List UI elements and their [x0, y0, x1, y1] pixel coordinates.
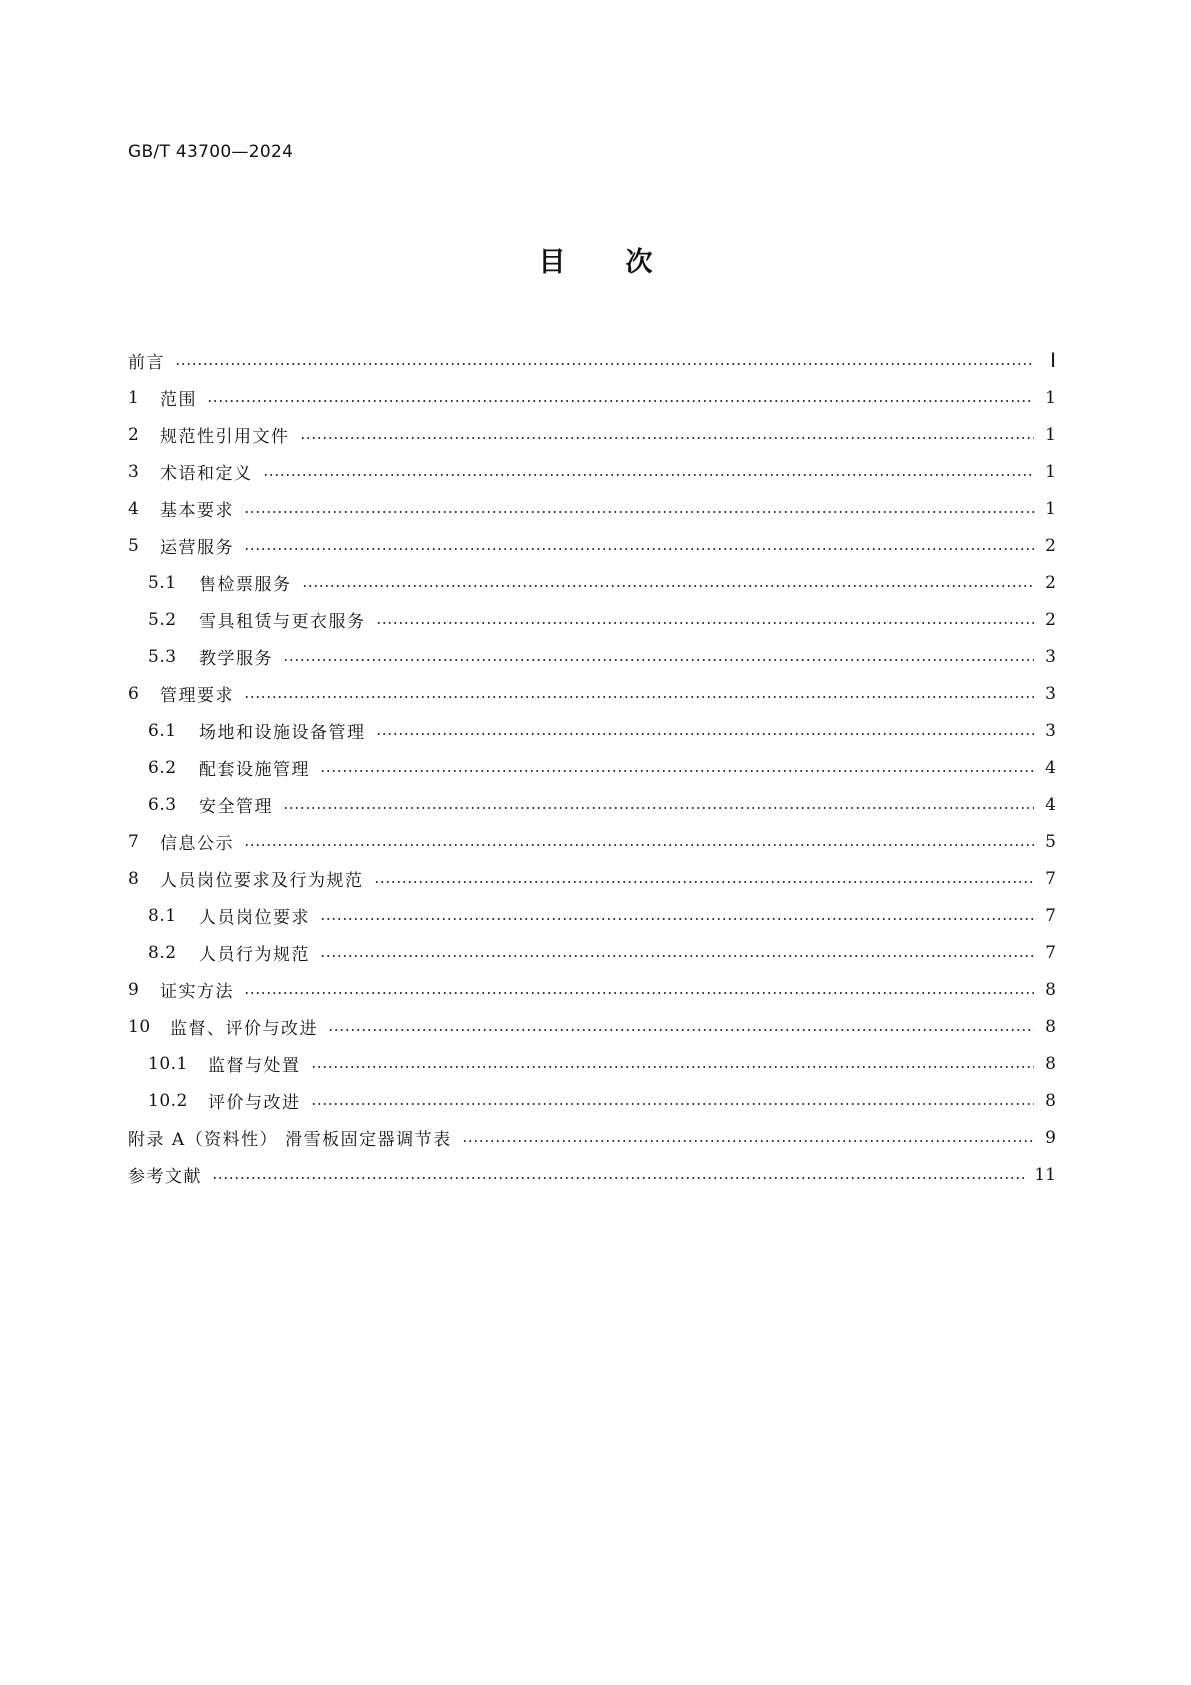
- toc-entry-number: 7: [128, 831, 140, 852]
- dot-leader: [311, 1103, 1035, 1105]
- toc-entry-label: 信息公示: [160, 834, 234, 854]
- toc-entry-number: 2: [128, 424, 140, 445]
- toc-entry-bibliography[interactable]: [128, 1156, 1056, 1193]
- toc-entry-label: 人员行为规范: [199, 945, 310, 965]
- toc-entry[interactable]: [128, 823, 1056, 860]
- toc-subentry[interactable]: [128, 934, 1056, 971]
- toc-entry-page: 3: [1045, 683, 1056, 704]
- toc-entry[interactable]: [128, 971, 1056, 1008]
- dot-leader: [244, 548, 1034, 550]
- dot-leader: [300, 437, 1035, 439]
- dot-leader: [244, 696, 1034, 698]
- toc-entry-label: 术语和定义: [160, 464, 253, 484]
- toc-entry-page: 4: [1045, 794, 1056, 815]
- toc-entry-page: 1: [1045, 498, 1056, 519]
- toc-entry-page: 1: [1045, 461, 1056, 482]
- title-char-2: 次: [625, 247, 653, 278]
- toc-entry-preface[interactable]: [128, 342, 1056, 379]
- toc-subentry[interactable]: [128, 564, 1056, 601]
- toc-entry[interactable]: [128, 860, 1056, 897]
- toc-entry-page: 1: [1045, 424, 1056, 445]
- dot-leader: [376, 733, 1035, 735]
- toc-entry-number: 5.1: [148, 572, 177, 593]
- toc-entry-page: 8: [1045, 979, 1056, 1000]
- toc-entry-page: 3: [1045, 720, 1056, 741]
- toc-entry-label: 人员岗位要求及行为规范: [160, 871, 364, 891]
- toc-subentry[interactable]: [128, 638, 1056, 675]
- standard-number: GB/T 43700—2024: [128, 142, 294, 162]
- toc-entry-label: 规范性引用文件: [160, 427, 290, 447]
- toc-entry-label: 人员岗位要求: [199, 908, 310, 928]
- toc-entry-page: 7: [1045, 905, 1056, 926]
- toc-entry-number: 3: [128, 461, 140, 482]
- toc-entry-page: Ⅰ: [1050, 350, 1056, 372]
- toc-entry[interactable]: [128, 527, 1056, 564]
- toc-entry-page: 2: [1045, 609, 1056, 630]
- toc-entry-number: 10.1: [148, 1053, 188, 1074]
- toc-entry-label: 监督、评价与改进: [170, 1019, 318, 1039]
- page-title: [0, 246, 1191, 280]
- dot-leader: [374, 881, 1035, 883]
- toc-entry-label: 附录 A（资料性） 滑雪板固定器调节表: [128, 1130, 452, 1150]
- toc-subentry[interactable]: [128, 897, 1056, 934]
- toc-entry-number: 6.2: [148, 757, 177, 778]
- toc-entry-number: 8.2: [148, 942, 177, 963]
- dot-leader: [244, 992, 1034, 994]
- toc-entry-number: 1: [128, 387, 140, 408]
- toc-entry-label: 证实方法: [160, 982, 234, 1002]
- toc-entry-page: 4: [1045, 757, 1056, 778]
- toc-entry-number: 4: [128, 498, 140, 519]
- toc-entry[interactable]: [128, 453, 1056, 490]
- dot-leader: [320, 955, 1034, 957]
- toc-entry-label: 场地和设施设备管理: [199, 723, 366, 743]
- toc-entry-number: 10.2: [148, 1090, 188, 1111]
- dot-leader: [283, 807, 1034, 809]
- dot-leader: [263, 474, 1035, 476]
- toc-entry-number: 9: [128, 979, 140, 1000]
- dot-leader: [462, 1140, 1034, 1142]
- dot-leader: [244, 511, 1034, 513]
- dot-leader: [207, 400, 1034, 402]
- dot-leader: [283, 659, 1034, 661]
- toc-entry-number: 6.3: [148, 794, 177, 815]
- dot-leader: [320, 770, 1034, 772]
- toc-entry-page: 2: [1045, 535, 1056, 556]
- title-char-1: 目: [538, 247, 566, 278]
- toc-entry-page: 1: [1045, 387, 1056, 408]
- dot-leader: [244, 844, 1034, 846]
- toc-entry-page: 11: [1034, 1164, 1056, 1185]
- toc-entry-number: 6.1: [148, 720, 177, 741]
- toc-entry-number: 5.3: [148, 646, 177, 667]
- dot-leader: [175, 363, 1034, 365]
- toc-entry-number: 6: [128, 683, 140, 704]
- toc-entry-page: 7: [1045, 868, 1056, 889]
- toc-entry-label: 参考文献: [128, 1167, 202, 1187]
- toc-entry-label: 售检票服务: [199, 575, 292, 595]
- toc-entry-label: 配套设施管理: [199, 760, 310, 780]
- toc-subentry[interactable]: [128, 1045, 1056, 1082]
- toc-entry-number: 10: [128, 1016, 151, 1037]
- toc-entry-label: 前言: [128, 353, 165, 373]
- toc-entry[interactable]: [128, 416, 1056, 453]
- toc-entry-page: 8: [1045, 1016, 1056, 1037]
- toc-entry-label: 管理要求: [160, 686, 234, 706]
- toc-entry[interactable]: [128, 379, 1056, 416]
- toc-subentry[interactable]: [128, 749, 1056, 786]
- toc-entry-label: 运营服务: [160, 538, 234, 558]
- toc-entry-label: 教学服务: [199, 649, 273, 669]
- toc-entry[interactable]: [128, 675, 1056, 712]
- toc-entry-page: 9: [1045, 1127, 1056, 1148]
- toc-entry-number: 5: [128, 535, 140, 556]
- toc-entry-page: 3: [1045, 646, 1056, 667]
- toc-subentry[interactable]: [128, 786, 1056, 823]
- toc-entry-label: 范围: [160, 390, 197, 410]
- toc-entry-appendix-a[interactable]: [128, 1119, 1056, 1156]
- toc-entry-label: 安全管理: [199, 797, 273, 817]
- toc-entry-label: 基本要求: [160, 501, 234, 521]
- toc-entry[interactable]: [128, 490, 1056, 527]
- toc-entry-number: 8.1: [148, 905, 177, 926]
- dot-leader: [212, 1177, 1024, 1179]
- toc-entry-label: 雪具租赁与更衣服务: [199, 612, 366, 632]
- dot-leader: [320, 918, 1034, 920]
- toc-entry-number: 5.2: [148, 609, 177, 630]
- toc-subentry[interactable]: [128, 1082, 1056, 1119]
- toc-entry-label: 监督与处置: [208, 1056, 301, 1076]
- dot-leader: [376, 622, 1035, 624]
- toc-entry-page: 8: [1045, 1053, 1056, 1074]
- toc-entry[interactable]: [128, 1008, 1056, 1045]
- dot-leader: [302, 585, 1035, 587]
- toc-entry-page: 8: [1045, 1090, 1056, 1111]
- table-of-contents: [128, 342, 1056, 1193]
- toc-entry-page: 5: [1045, 831, 1056, 852]
- toc-entry-page: 2: [1045, 572, 1056, 593]
- toc-subentry[interactable]: [128, 712, 1056, 749]
- dot-leader: [328, 1029, 1034, 1031]
- dot-leader: [311, 1066, 1035, 1068]
- toc-subentry[interactable]: [128, 601, 1056, 638]
- toc-entry-label: 评价与改进: [208, 1093, 301, 1113]
- toc-entry-page: 7: [1045, 942, 1056, 963]
- toc-entry-number: 8: [128, 868, 140, 889]
